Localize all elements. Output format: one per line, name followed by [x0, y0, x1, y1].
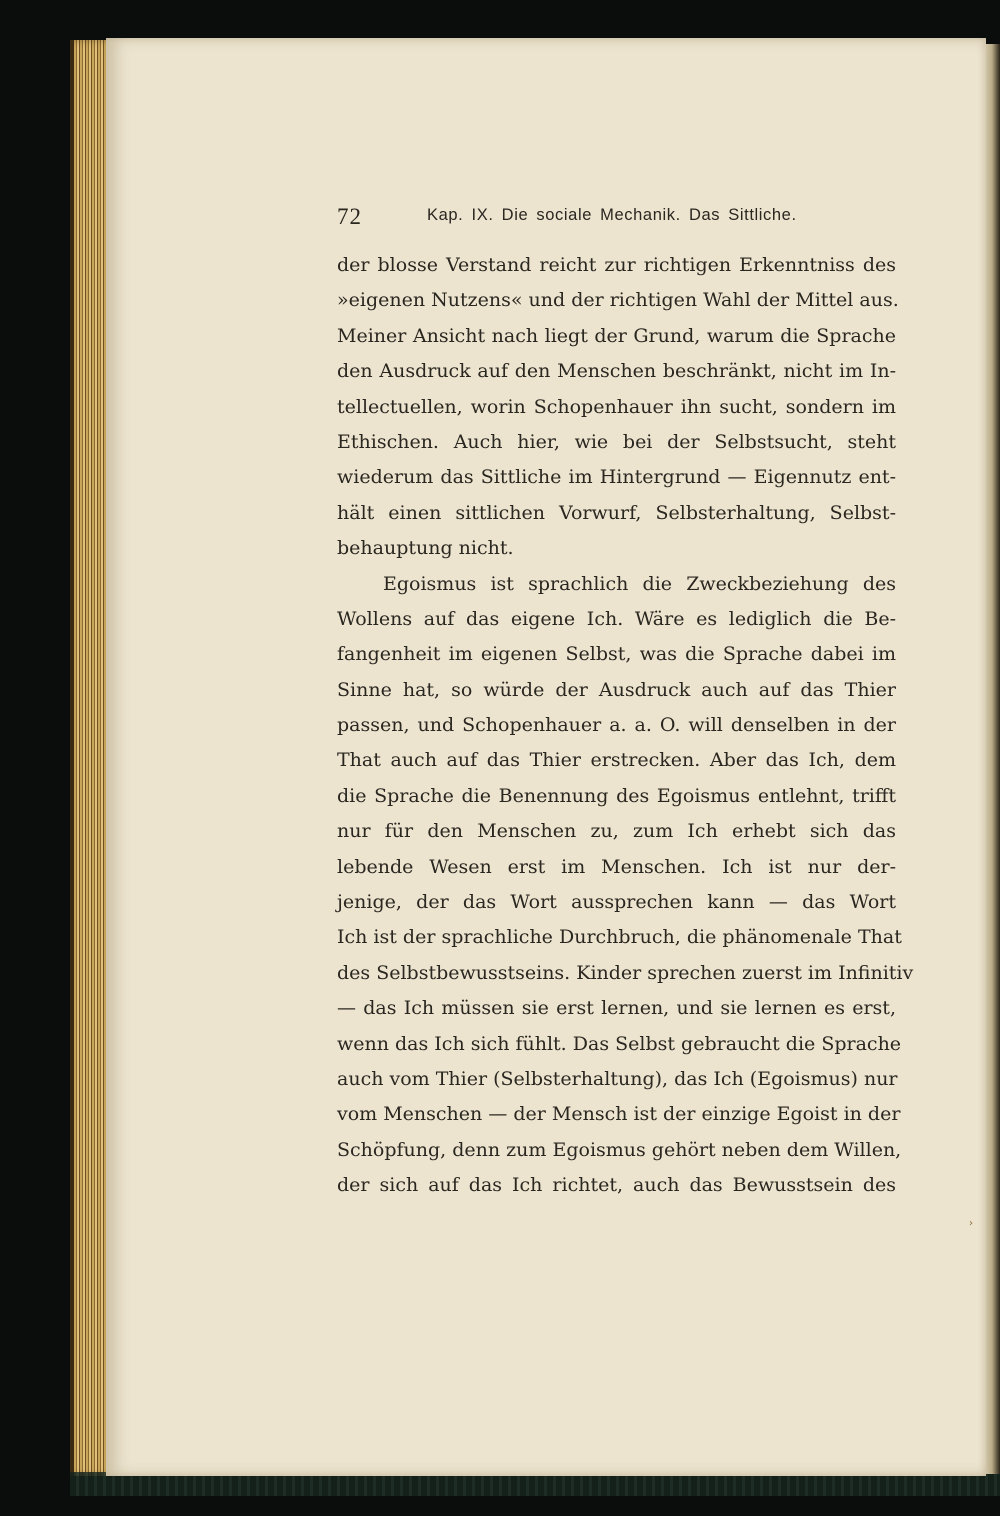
running-title: Kap. IX. Die sociale Mechanik. Das Sittliche. — [427, 206, 797, 224]
margin-speck-icon: › — [969, 1218, 973, 1229]
text-line: nur für den Menschen zu, zum Ich erhebt sich das — [337, 820, 896, 843]
text-line: fangenheit im eigenen Selbst, was die Sprache dabei im — [337, 643, 896, 666]
text-line: passen, und Schopenhauer a. a. O. will denselben in der — [337, 714, 896, 737]
text-line: — das Ich müssen sie erst lernen, und sie lernen es erst, — [337, 997, 896, 1020]
text-line: auch vom Thier (Selbsterhaltung), das Ich (Egoismus) nur — [337, 1067, 898, 1090]
text-line: hält einen sittlichen Vorwurf, Selbsterhaltung, Selbst- — [337, 501, 896, 524]
text-line: der blosse Verstand reicht zur richtigen Erkenntniss des — [337, 254, 896, 276]
text-line: Wollens auf das eigene Ich. Wäre es lediglich die Be- — [337, 607, 896, 630]
page-right-edge — [984, 44, 1000, 1474]
paragraph-end-line: behauptung nicht. — [337, 537, 514, 560]
paragraph-start-line: Egoismus ist sprachlich die Zweckbeziehung des — [383, 572, 896, 595]
text-line: Ich ist der sprachliche Durchbruch, die phänomenale That — [337, 926, 902, 949]
page-text-block — [337, 200, 914, 1204]
text-line: Sinne hat, so würde der Ausdruck auch auf das Thier — [337, 678, 896, 701]
page-number: 72 — [337, 204, 362, 229]
text-line: jenige, der das Wort aussprechen kann — das Wort — [337, 891, 896, 914]
text-line: wiederum das Sittliche im Hintergrund — Eigennutz ent- — [337, 466, 896, 489]
text-line: Meiner Ansicht nach liegt der Grund, warum die Sprache — [337, 324, 896, 347]
text-line: des Selbstbewusstseins. Kinder sprechen zuerst im Infinitiv — [337, 961, 914, 984]
running-head — [337, 200, 896, 236]
body-text — [337, 248, 914, 1204]
text-line: »eigenen Nutzens« und der richtigen Wahl der Mittel aus. — [337, 289, 899, 312]
text-line: Schöpfung, denn zum Egoismus gehört neben dem Willen, — [337, 1138, 902, 1161]
text-line: vom Menschen — der Mensch ist der einzige Egoist in der — [337, 1103, 901, 1126]
text-line: wenn das Ich sich fühlt. Das Selbst gebraucht die Sprache — [337, 1032, 902, 1055]
text-line: tellectuellen, worin Schopenhauer ihn sucht, sondern im — [337, 395, 896, 418]
text-line: die Sprache die Benennung des Egoismus entlehnt, trifft — [337, 784, 896, 807]
text-line: der sich auf das Ich richtet, auch das Bewusstsein des — [337, 1174, 896, 1197]
text-line: den Ausdruck auf den Menschen beschränkt, nicht im In- — [337, 360, 896, 383]
text-line: lebende Wesen erst im Menschen. Ich ist nur der- — [337, 855, 896, 878]
text-line: Ethischen. Auch hier, wie bei der Selbstsucht, steht — [337, 430, 896, 453]
text-line: That auch auf das Thier erstrecken. Aber das Ich, dem — [337, 749, 896, 772]
